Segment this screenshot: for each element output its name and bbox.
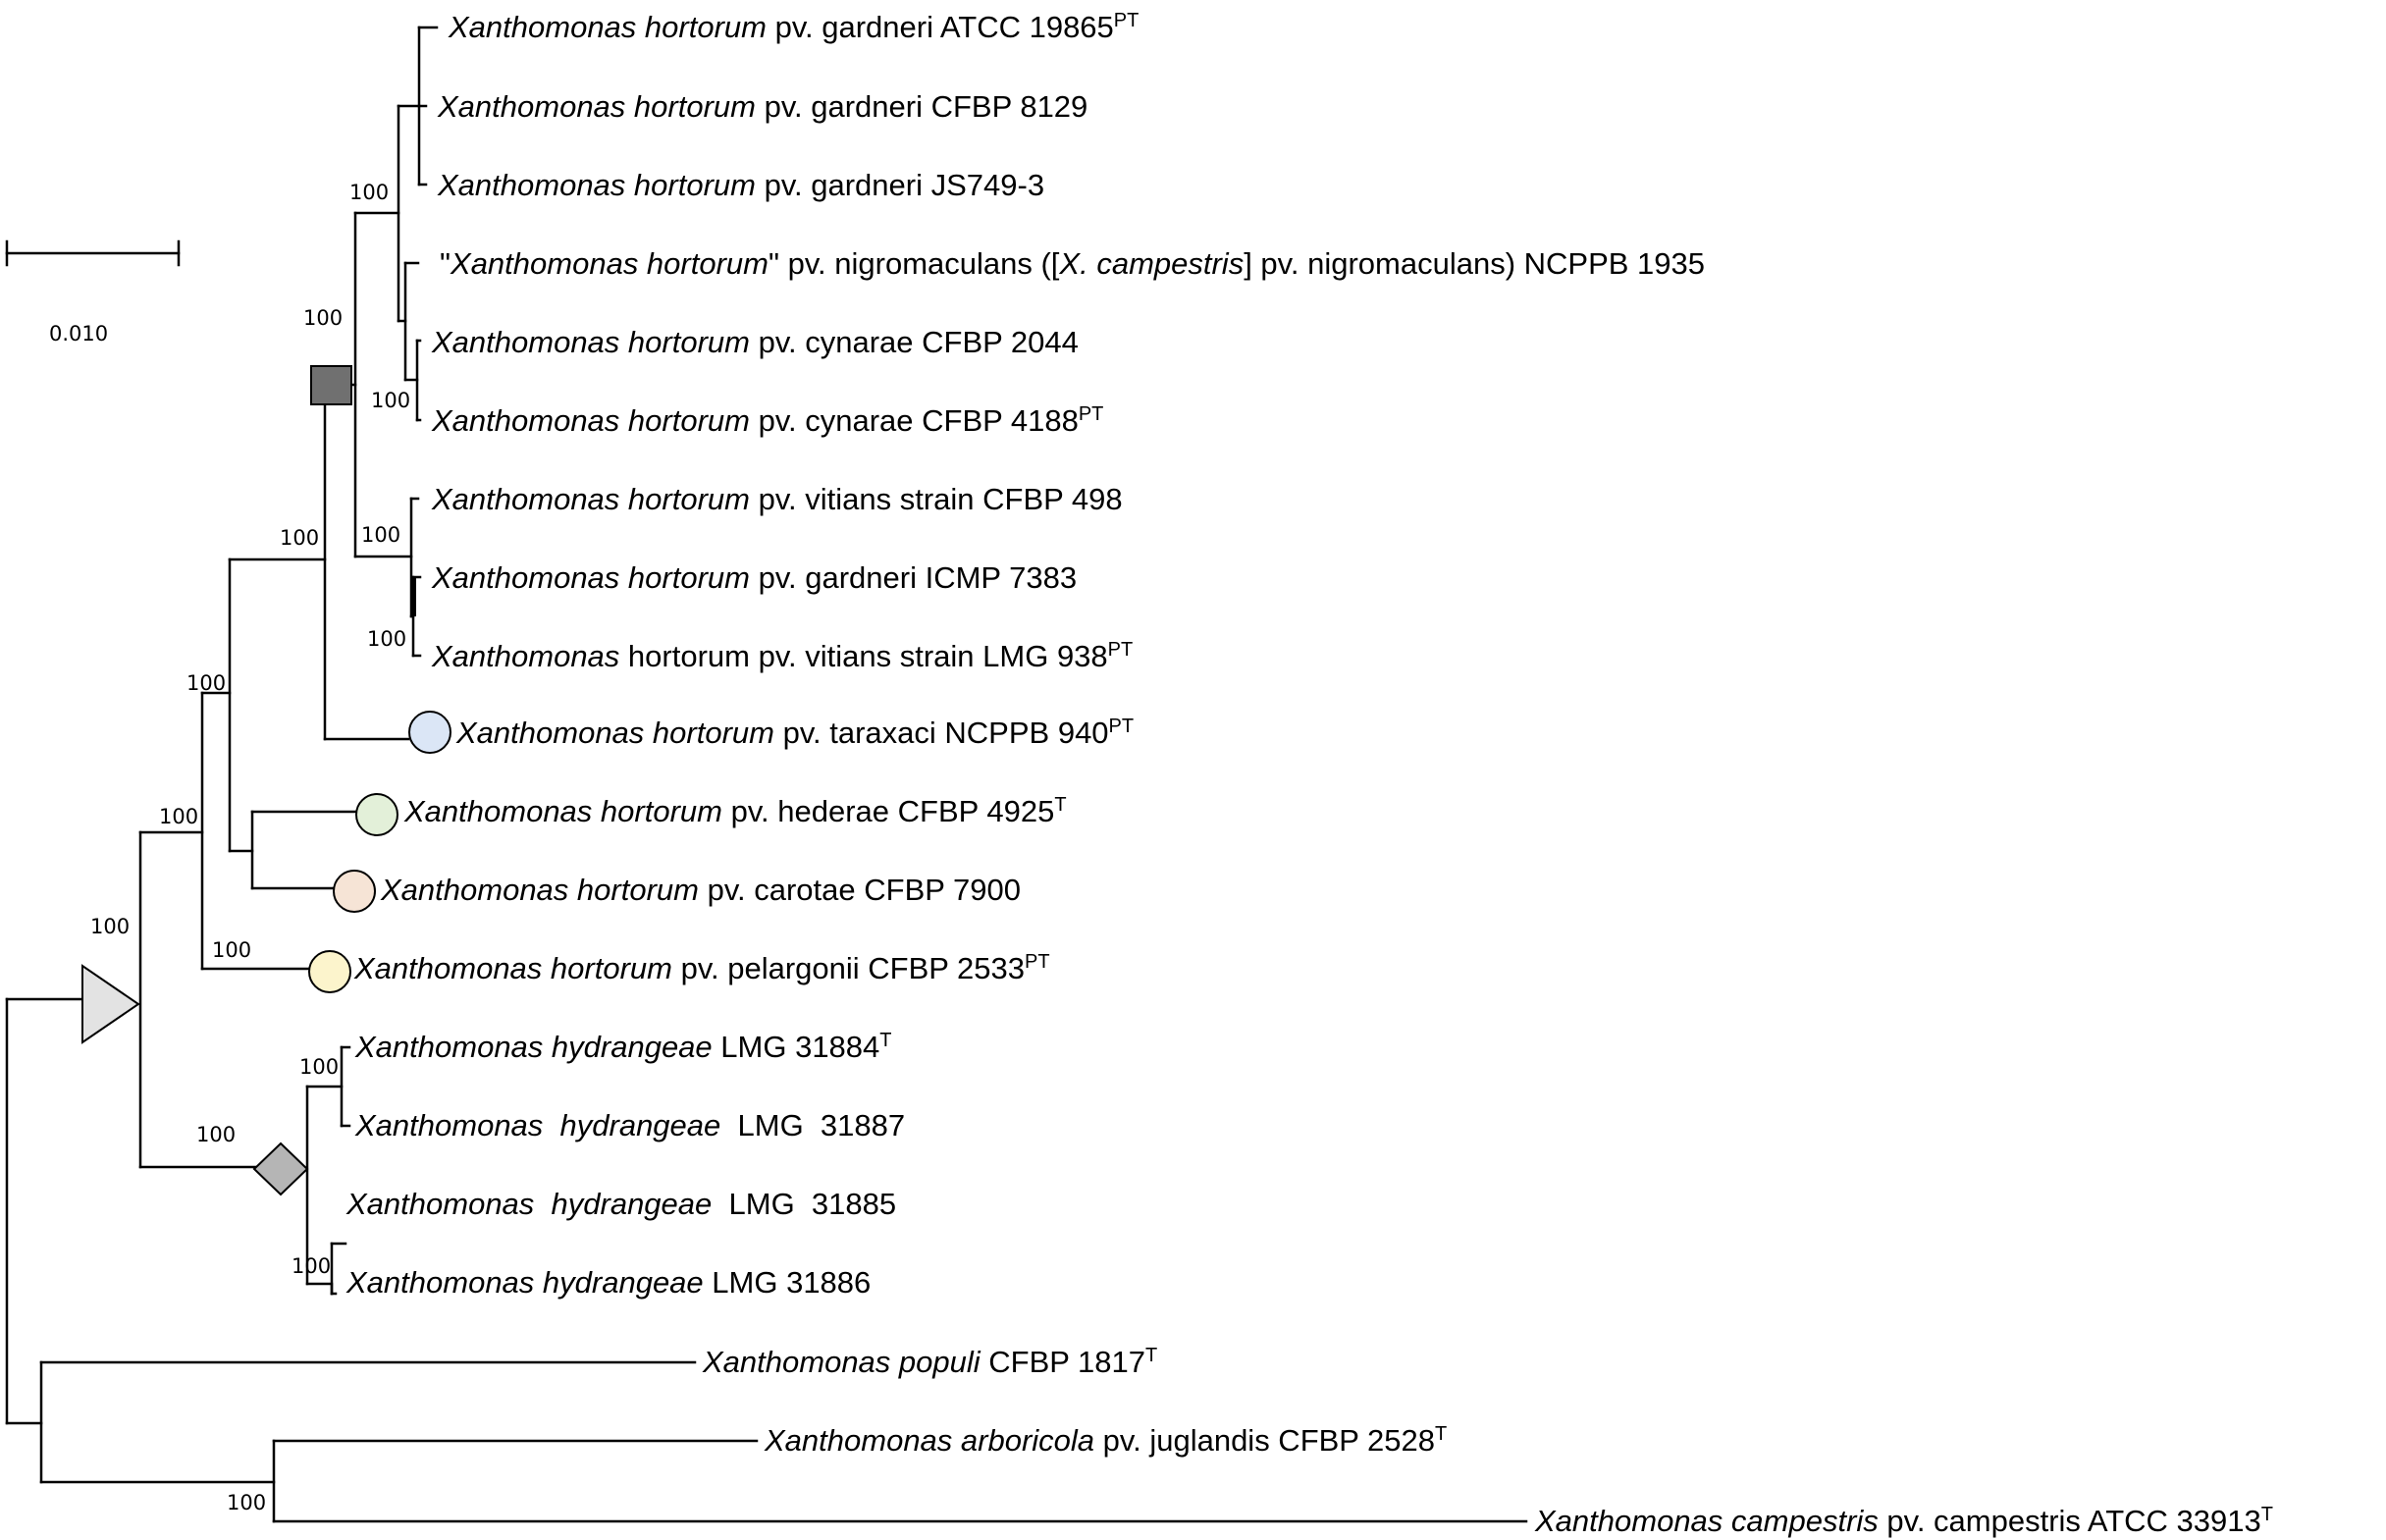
taxon-label (354, 1108, 905, 1142)
taxon-strain-text: pv. juglandis CFBP 2528 (1094, 1423, 1435, 1458)
scale-bar-label: 0.010 (49, 322, 109, 345)
bootstrap-label: 100 (90, 915, 131, 938)
taxon-label (1534, 1504, 2273, 1538)
taxon-species-name: Xanthomonas hydrangeae (346, 1265, 704, 1300)
taxon-strain-text: pv. gardneri ATCC 19865 (766, 10, 1114, 44)
taxon-strain-text: LMG 31886 (703, 1265, 872, 1300)
triangle-node-marker (82, 966, 138, 1042)
taxon-species-name: Xanthomonas arboricola (765, 1423, 1095, 1458)
taxon-labels (345, 10, 2273, 1538)
bootstrap-label: 100 (303, 306, 344, 330)
taxon-type-superscript: PT (1113, 10, 1140, 31)
bootstrap-label: 100 (367, 627, 407, 651)
taraxaci-circle-marker (409, 712, 451, 753)
taxon-type-superscript: T (2260, 1504, 2273, 1525)
taxon-species-name: Xanthomonas hortorum (381, 873, 699, 907)
taxon-species-name: Xanthomonas hortorum (438, 168, 756, 202)
bootstrap-label: 100 (371, 389, 411, 412)
taxon-type-superscript: T (1144, 1345, 1158, 1366)
taxon-type-superscript: PT (1024, 951, 1050, 973)
taxon-type-superscript: T (1054, 794, 1067, 816)
taxon-species-name: Xanthomonas hortorum (432, 403, 750, 438)
taxon-strain-text: pv. gardneri CFBP 8129 (755, 89, 1088, 124)
taxon-label (431, 639, 1133, 673)
taxon-label (354, 1030, 892, 1064)
taxon-type-superscript: T (879, 1030, 892, 1051)
bootstrap-label: 100 (159, 805, 199, 828)
taxon-species-name: Xanthomonas hortorum (438, 89, 756, 124)
hederae-circle-marker (356, 794, 398, 835)
taxon-species-name: Xanthomonas hortorum (404, 794, 722, 828)
taxon-label (440, 246, 1705, 281)
taxon-label (455, 716, 1134, 750)
taxon-strain-text: pv. gardneri ICMP 7383 (749, 560, 1078, 595)
taxon-species-name: Xanthomonas hortorum (451, 246, 769, 281)
taxon-strain-text: pv. pelargonii CFBP 2533 (671, 951, 1025, 985)
taxon-label (431, 403, 1103, 438)
taxon-label (403, 794, 1067, 828)
taxon-species-name: Xanthomonas populi (703, 1345, 981, 1379)
taxon-species-name: Xanthomonas (432, 639, 620, 673)
taxon-strain-text: pv. taraxaci NCPPB 940 (773, 716, 1109, 750)
taxon-label (437, 168, 1044, 202)
taxon-label (702, 1345, 1157, 1379)
taxon-strain-text: LMG 31884 (712, 1030, 880, 1064)
taxon-strain-text: CFBP 1817 (980, 1345, 1145, 1379)
taxon-label (345, 1187, 896, 1221)
taxon-label (431, 482, 1123, 516)
carotae-circle-marker (334, 871, 375, 912)
taxon-strain-text: pv. hederae CFBP 4925 (721, 794, 1055, 828)
taxon-species-name: Xanthomonas hydrangeae (355, 1030, 713, 1064)
taxon-label (764, 1423, 1447, 1458)
taxon-strain-text: pv. gardneri JS749-3 (755, 168, 1045, 202)
node-markers (82, 366, 451, 1195)
taxon-species-name: Xanthomonas hortorum (354, 951, 672, 985)
bootstrap-label: 100 (212, 938, 252, 962)
bootstrap-label: 100 (292, 1254, 332, 1278)
taxon-strain-text: LMG 31887 (720, 1108, 906, 1142)
diamond-node-marker (254, 1143, 307, 1195)
taxon-type-superscript: PT (1078, 403, 1104, 425)
bootstrap-label: 100 (361, 523, 401, 547)
taxon-species-name: Xanthomonas hortorum (456, 716, 774, 750)
square-node-marker (311, 366, 351, 404)
bootstrap-label: 100 (280, 526, 320, 550)
taxon-species-name: Xanthomonas hydrangeae (346, 1187, 713, 1221)
taxon-label (353, 951, 1050, 985)
taxon-label (345, 1265, 871, 1300)
taxon-strain-text: ] pv. nigromaculans) NCPPB 1935 (1244, 246, 1706, 281)
taxon-strain-text: pv. vitians strain CFBP 498 (749, 482, 1123, 516)
taxon-label (431, 325, 1079, 359)
taxon-type-superscript: PT (1108, 716, 1135, 737)
taxon-strain-text: pv. campestris ATCC 33913 (1878, 1504, 2261, 1538)
taxon-species-name: Xanthomonas campestris (1535, 1504, 1879, 1538)
taxon-species-name: X. campestris (1059, 246, 1245, 281)
taxon-species-name: Xanthomonas hydrangeae (355, 1108, 721, 1142)
taxon-strain-text: LMG 31885 (712, 1187, 897, 1221)
taxon-label (431, 560, 1077, 595)
taxon-species-name: Xanthomonas hortorum (432, 560, 750, 595)
pelargonii-circle-marker (309, 951, 350, 992)
taxon-label (448, 10, 1139, 44)
taxon-species-name: Xanthomonas hortorum (449, 10, 767, 44)
taxon-species-name: Xanthomonas hortorum (432, 482, 750, 516)
bootstrap-label: 100 (196, 1123, 237, 1146)
taxon-label (380, 873, 1021, 907)
bootstrap-label: 100 (186, 671, 227, 695)
taxon-species-name: Xanthomonas hortorum (432, 325, 750, 359)
taxon-strain-text: pv. carotae CFBP 7900 (698, 873, 1021, 907)
taxon-label (437, 89, 1087, 124)
taxon-strain-text: hortorum pv. vitians strain LMG 938 (619, 639, 1108, 673)
taxon-type-superscript: T (1435, 1423, 1448, 1445)
taxon-type-superscript: PT (1107, 639, 1134, 661)
bootstrap-label: 100 (349, 181, 390, 204)
scale-bar (7, 241, 179, 345)
taxon-strain-text: " (440, 246, 451, 281)
taxon-strain-text: pv. cynarae CFBP 2044 (749, 325, 1079, 359)
bootstrap-values (90, 181, 410, 1514)
bootstrap-label: 100 (299, 1055, 340, 1079)
taxon-strain-text: " pv. nigromaculans ([ (768, 246, 1060, 281)
bootstrap-label: 100 (227, 1491, 267, 1514)
taxon-strain-text: pv. cynarae CFBP 4188 (749, 403, 1079, 438)
